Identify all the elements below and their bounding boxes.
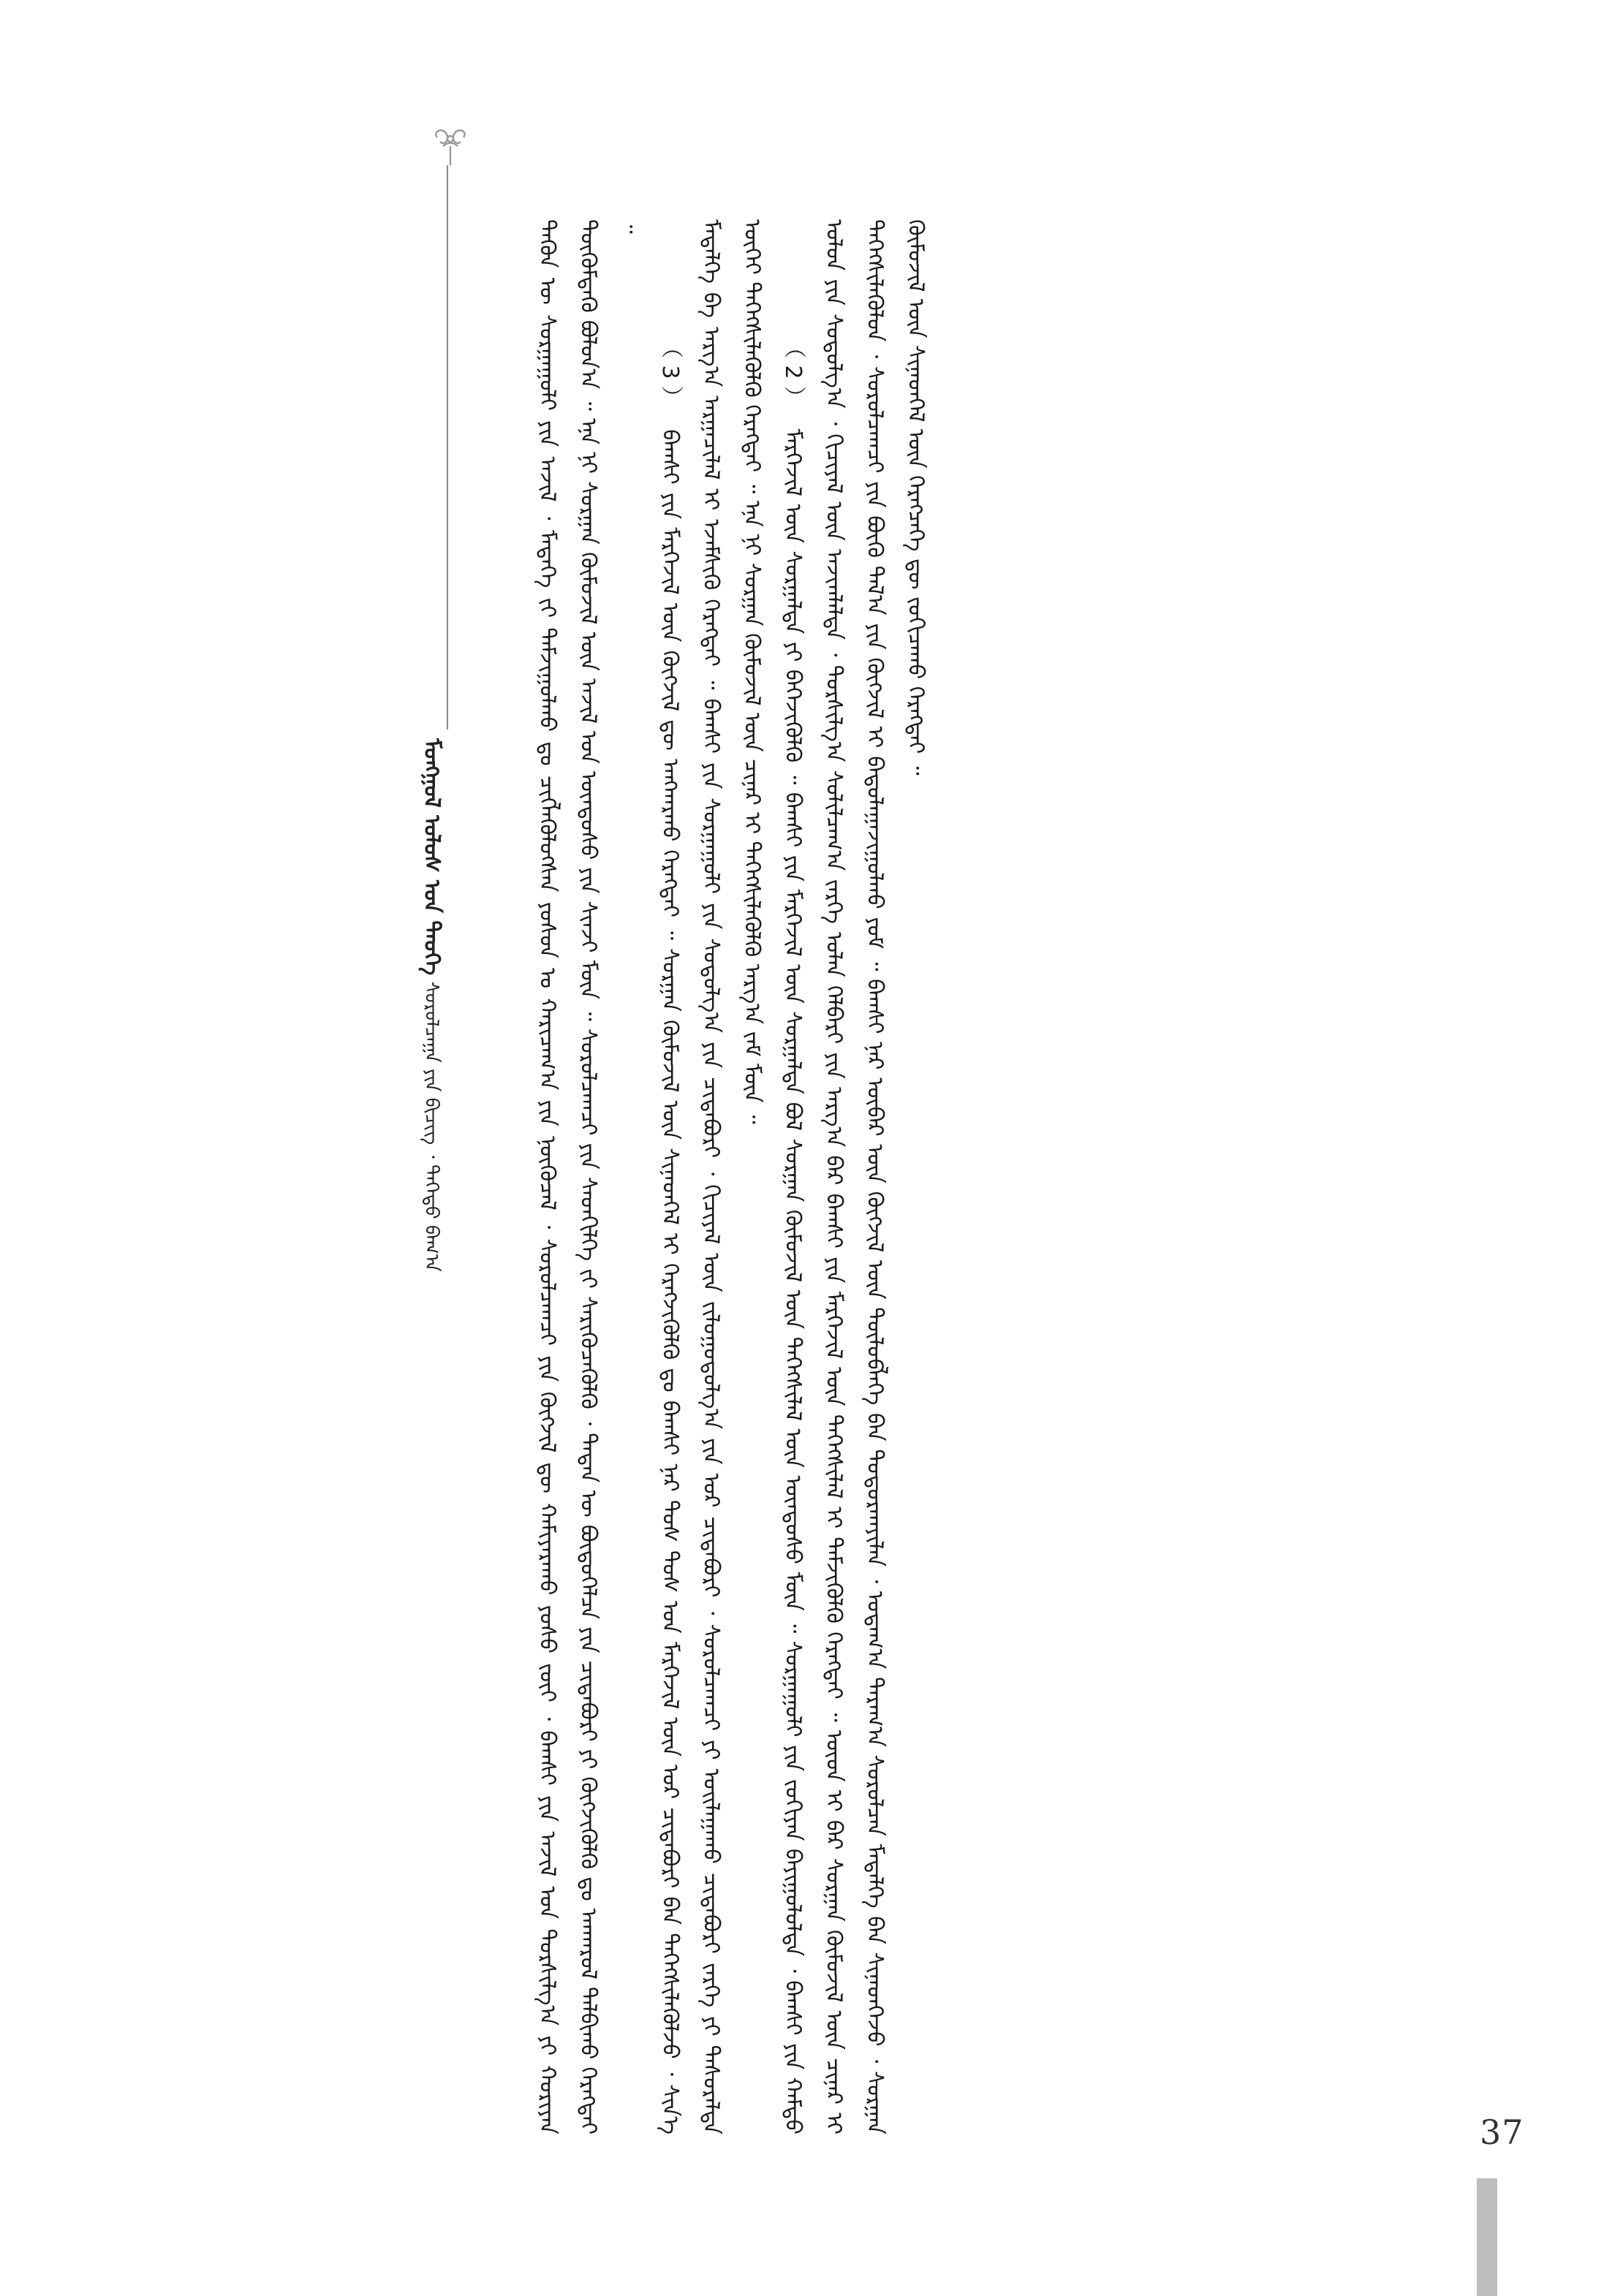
paragraph-3-text: ᠮᠡᠷᠭᠡᠵᠢᠯ ᠦᠨ ᠰᠤᠷᠭᠠᠯᠲᠠ ᠶᠢ ᠪᠡᠬᠡᠵᠢᠭᠦᠯᠬᠦ ᠃ ᠪᠠᠭᠰᠢ ᠶᠢᠨ ᠮᠡᠷᠭᠡᠵᠢᠯ ᠦᠨ ᠰᠤᠷᠭᠠᠯᠲᠠ ᠪᠤᠯ ᠰᠤᠷᠭᠠᠨ ᠬᠥᠮᠦᠵᠢᠯ ᠦᠨ ᠳᠡᠭᠡᠭᠰᠢᠯᠡᠯ ᠦᠨ ᠦᠨᠳᠦᠰᠦ ᠮᠥᠨ ᠃ ᠰᠤᠷᠭᠠᠭᠤᠯᠢ ᠶᠢᠨ ᠵᠤᠬᠢᠶᠠᠨ ᠪᠠᠶᠢᠭᠤᠯᠤᠯᠲᠠ ᠂ ᠪᠠᠭᠰᠢ ᠶᠢᠨ ᠬᠠᠮᠲᠤ ᠤᠯᠤᠨ ᠶᠢᠨ ᠰᠤᠳᠤᠯᠭ᠎ᠠ ᠂ ᠬᠢᠴᠢᠶᠡᠯ ᠦᠨ ᠠᠵᠢᠭᠯᠠᠯᠲᠠ ᠂ ᠲᠤᠷᠰᠢᠯᠭ᠎ᠠ ᠰᠤᠯᠢᠯᠴᠠᠭ᠎ᠠ ᠵᠡᠷᠭᠡ ᠣᠯᠠᠨ ᠬᠡᠯᠪᠡᠷᠢ ᠶᠢᠨ ᠠᠷᠭ᠎ᠠ ᠪᠡᠷ ᠪᠠᠭᠰᠢ ᠶᠢᠨ ᠮᠡᠷᠭᠡᠵᠢᠯ ᠦᠨ ᠳᠡᠭᠡᠭᠰᠢᠯᠡᠯ ᠢ ᠳᠡᠮᠵᠢᠭᠦᠯᠬᠦ ᠬᠡᠷᠡᠭᠲᠡᠢ ᠃ ᠦᠦᠨ ᠢ ᠪᠠᠷ ᠰᠤᠷᠭᠠᠨ ᠬᠥᠮᠦᠵᠢᠯ ᠦᠨ ᠴᠢᠨᠠᠷ ᠢ ᠳᠡᠭᠡᠭᠰᠢᠯᠡᠭᠦᠯᠦᠨ ᠂ ᠰᠤᠷᠤᠯᠴᠠᠭᠴᠢ ᠶᠢᠨ ᠪᠦᠬᠦ ᠲᠠᠯ᠎ᠠ ᠶᠢᠨ ᠬᠥᠭᠵᠢᠯ ᠢ ᠪᠠᠲᠤᠯᠠᠭᠠᠵᠢᠭᠤᠯᠬᠤ ᠶᠤᠮ ᠃ ᠪᠠᠭᠰᠢ ᠨᠠᠷ ᠦᠪᠡᠷ ᠦᠨ ᠬᠥᠭᠵᠢᠯ ᠦᠨ ᠲᠥᠯᠥᠪᠯᠡᠭᠡ ᠪᠡᠨ ᠲᠣᠳᠣᠷᠬᠠᠶᠢᠯᠠᠨ ᠂ ᠤᠳᠠᠭ᠎ᠠ ᠳᠠᠷᠠᠭ᠎ᠠ ᠰᠤᠷᠤᠯᠴᠠᠨ ᠮᠡᠳᠡᠯᠭᠡ ᠪᠡᠨ ᠰᠢᠨᠡᠳᠬᠡᠵᠦ ᠂ ᠰᠤᠷᠭᠠᠨ ᠬᠥᠮᠦᠵᠢᠯ ᠦᠨ ᠰᠢᠨᠡᠳᠬᠡᠯ ᠦᠨ ᠬᠡᠷᠡᠭᠴᠡᠭᠡ ᠳᠦ ᠵᠣᠬᠢᠴᠠᠬᠤ ᠬᠡᠷᠡᠭᠲᠡᠢ ᠃ <box>780 219 928 2134</box>
paragraph-2 <box>649 219 772 2134</box>
ornament-knot-icon <box>430 124 471 168</box>
paragraph-2-number: （ 3 ） <box>657 336 683 409</box>
body-text <box>526 219 1535 2134</box>
paragraph-2-text: ᠪᠠᠭᠰᠢ ᠶᠢᠨ ᠮᠡᠷᠭᠡᠵᠢᠯ ᠦᠨ ᠬᠥᠭᠵᠢᠯ ᠳᠦ ᠠᠩᠬᠠᠷᠬᠤ ᠬᠡᠷᠡᠭᠲᠡᠢ ᠃ ᠰᠤᠷᠭᠠᠨ ᠬᠥᠮᠦᠵᠢᠯ ᠦᠨ ᠰᠢᠨᠡᠳᠬᠡᠯ ᠢ ᠬᠡᠷᠡᠭᠵᠢᠭᠦᠯᠬᠦ ᠳᠤ ᠪᠠᠭᠰᠢ ᠨᠠᠷ ᠲᠤᠰ ᠲᠤᠰ ᠤᠨ ᠮᠡᠷᠭᠡᠵᠢᠯ ᠦᠨ ᠤᠷ ᠴᠢᠳᠠᠪᠤᠷᠢ ᠪᠠᠨ ᠳᠡᠭᠡᠭᠰᠢᠯᠡᠭᠦᠯᠵᠦ ᠂ ᠰᠢᠨ᠎ᠡ ᠮᠡᠳᠡᠯᠭᠡ ᠪᠠ ᠠᠷᠭ᠎ᠠ ᠠᠷᠭᠠᠴᠢᠯᠠᠯ ᠢ ᠡᠵᠡᠮᠰᠢᠬᠦ ᠬᠡᠷᠡᠭᠲᠡᠢ ᠃ ᠪᠠᠭᠰᠢ ᠶᠢᠨ ᠰᠤᠷᠭᠠᠭᠤᠯᠢ ᠶᠢᠨ ᠰᠤᠳᠤᠯᠭ᠎ᠠ ᠶᠢᠨ ᠴᠢᠳᠠᠪᠤᠷᠢ ᠂ ᠬᠢᠴᠢᠶᠡᠯ ᠦᠨ ᠵᠢᠯᠤᠭᠤᠳᠤᠯᠭ᠎ᠠ ᠶᠢᠨ ᠤᠷ ᠴᠢᠳᠠᠪᠤᠷᠢ ᠂ ᠰᠤᠷᠤᠯᠴᠠᠭᠴᠢ ᠶᠢ ᠣᠢᠯᠠᠭᠠᠬᠤ ᠴᠢᠳᠠᠪᠤᠷᠢ ᠵᠡᠷᠭᠡ ᠶᠢ ᠲᠠᠰᠤᠷᠠᠯᠲᠠ ᠦᠭᠡᠢ ᠳᠡᠭᠡᠭᠰᠢᠯᠡᠭᠦᠯᠬᠦ ᠬᠡᠷᠡᠭᠲᠡᠢ ᠃ ᠡᠨᠡ ᠨᠢ ᠰᠤᠷᠭᠠᠨ ᠬᠥᠮᠦᠵᠢᠯ ᠦᠨ ᠴᠢᠨᠠᠷ ᠢ ᠳᠡᠭᠡᠭᠰᠢᠯᠡᠭᠦᠯᠬᠦ ᠠᠷᠭ᠎ᠠ ᠵᠠᠮ ᠮᠥᠨ ᠃ <box>657 219 765 2134</box>
header-rule <box>447 165 448 730</box>
paragraph-3 <box>772 219 936 2134</box>
page-number: 37 <box>1480 2113 1524 2152</box>
page-edge-tab <box>1477 2178 1497 2296</box>
paragraph-1: ᠲᠡᠭᠦᠨ ᠦ ᠰᠤᠷᠭᠠᠭᠤᠯᠢ ᠶᠢᠨ ᠠᠵᠢᠯ ᠂ ᠮᠡᠳᠡᠭᠡ ᠵᠢ ᠳᠠᠮᠵᠢᠭᠤᠯᠬᠤ ᠳᠤ ᠴᠢᠭᠯᠡᠭᠦᠯᠦᠭᠰᠡᠨ ᠶᠤᠰᠤᠨ ᠤ ᠬᠠᠷᠢᠴᠠᠭ᠎ᠠ ᠶᠢᠨ ᠨᠥᠬᠦᠴᠡᠯ ᠂ ᠰᠤᠷᠤᠯᠴᠠᠭᠴᠢ ᠶᠢᠨ ᠬᠥᠭᠵᠢᠯ ᠳᠦ ᠬᠠᠮᠢᠶᠠᠷᠠᠬᠤ ᠶᠤᠰᠤ ᠵᠦᠢ ᠂ ᠪᠠᠭᠰᠢ ᠶᠢᠨ ᠠᠵᠢᠯ ᠤᠨ ᠲᠤᠷᠰᠢᠯᠭ᠎ᠠ ᠶᠢ ᠬᠤᠷᠢᠶᠠᠨ ᠳᠦᠭᠦᠮᠳᠡᠬᠦ ᠪᠤᠯᠤᠨ᠎ᠠ ᠃ ᠡᠨᠡ ᠨᠢ ᠰᠤᠷᠭᠠᠨ ᠬᠥᠮᠦᠵᠢᠯ ᠦᠨ ᠠᠵᠢᠯ ᠤᠨ ᠦᠨᠳᠦᠰᠦ ᠶᠢᠨ ᠰᠢᠨᠵᠢ ᠮᠥᠨ ᠃ ᠰᠤᠷᠤᠯᠴᠠᠭᠴᠢ ᠶᠢᠨ ᠰᠡᠳᠬᠢᠯᠭᠡ ᠵᠢ ᠰᠡᠷᠢᠭᠦᠴᠡᠭᠦᠯᠬᠦ ᠂ ᠲᠡᠳᠡᠨ ᠦ ᠪᠦᠲᠦᠭᠡᠯᠴᠡ ᠶᠢᠨ ᠴᠢᠳᠠᠪᠤᠷᠢ ᠶᠢ ᠬᠥᠭᠵᠢᠭᠦᠯᠬᠦ ᠳᠤ ᠠᠨᠬᠠᠷᠤᠯ ᠲᠠᠯᠪᠢᠬᠤ ᠬᠡᠷᠡᠭᠲᠡᠢ ᠃ <box>534 219 642 2134</box>
running-title-bold: ᠮᠣᠩᠭᠣᠯ ᠤᠯᠤᠰ ᠤᠨ ᠲᠡᠦᠬᠡ <box>419 738 444 976</box>
running-title-rest: ᠰᠤᠷᠤᠯᠴᠠᠭᠠ ᠶᠢᠨ ᠪᠢᠴᠢᠭ ᠂ ᠳᠡᠭᠡᠳᠦ ᠪᠠᠭ᠎ᠠ <box>420 981 442 1272</box>
paragraph-3-number: （ 2 ） <box>780 336 806 409</box>
running-title <box>413 738 450 1455</box>
